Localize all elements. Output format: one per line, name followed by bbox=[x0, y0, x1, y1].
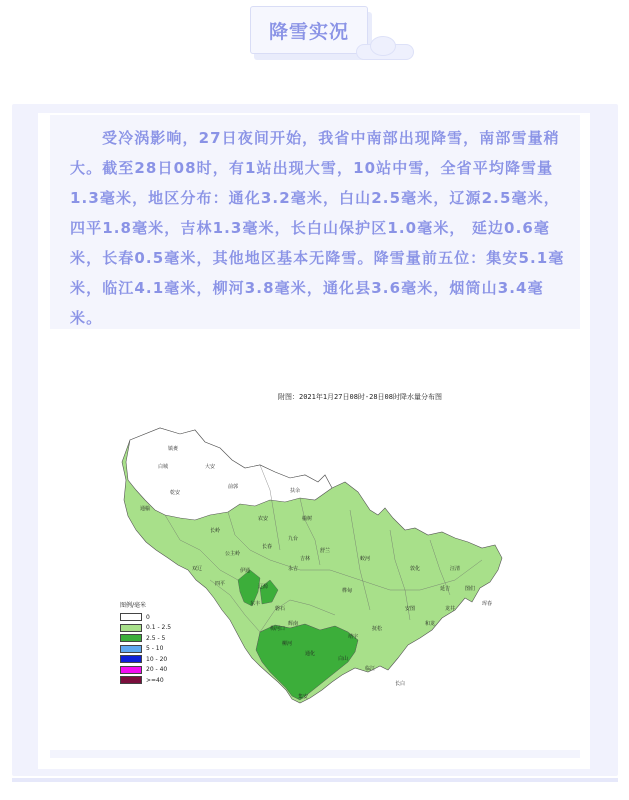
place-label: 舒兰 bbox=[320, 548, 331, 554]
place-label: 和龙 bbox=[425, 621, 436, 627]
legend-item: 0 bbox=[120, 612, 171, 623]
place-label: 公主岭 bbox=[225, 551, 241, 557]
place-label: 通化 bbox=[305, 651, 316, 657]
place-label: 长白 bbox=[395, 681, 406, 687]
frame-bottom-bar bbox=[12, 778, 618, 782]
place-label: 吉林 bbox=[300, 556, 311, 562]
place-label: 永吉 bbox=[288, 566, 299, 572]
place-label: 靖宇 bbox=[348, 634, 359, 640]
place-label: 辽源 bbox=[258, 584, 269, 590]
place-label: 临江 bbox=[365, 666, 376, 672]
section-header bbox=[250, 6, 372, 58]
place-label: 龙井 bbox=[445, 606, 456, 612]
moderate-snow-region bbox=[256, 624, 358, 700]
place-label: 柳河 bbox=[282, 641, 293, 647]
place-label: 镇赉 bbox=[168, 446, 179, 452]
map-legend bbox=[120, 600, 171, 686]
place-label: 长岭 bbox=[210, 528, 221, 534]
map-bottom-divider bbox=[50, 750, 580, 758]
cloud-icon bbox=[356, 36, 414, 60]
place-label: 伊通 bbox=[240, 568, 251, 574]
place-label: 九台 bbox=[288, 536, 299, 542]
place-label: 珲春 bbox=[482, 601, 493, 607]
legend-item: 5 - 10 bbox=[120, 644, 171, 655]
place-label: 蛟河 bbox=[360, 556, 371, 562]
legend-item: 20 - 40 bbox=[120, 665, 171, 676]
map-title: 附图：2021年1月27日08时-28日08时降水量分布图 bbox=[277, 393, 442, 401]
legend-item: 2.5 - 5 bbox=[120, 633, 171, 644]
place-label: 汪清 bbox=[450, 566, 461, 572]
place-label: 白山 bbox=[338, 656, 349, 662]
place-label: 双辽 bbox=[192, 566, 203, 572]
place-label: 扶余 bbox=[290, 488, 301, 494]
place-label: 桦甸 bbox=[342, 588, 353, 594]
title-badge bbox=[250, 6, 368, 54]
place-label: 农安 bbox=[258, 516, 269, 522]
legend-item: 0.1 - 2.5 bbox=[120, 623, 171, 634]
place-label: 抚松 bbox=[372, 626, 383, 632]
place-label: 安图 bbox=[405, 606, 416, 612]
legend-title: 图例/毫米 bbox=[120, 602, 147, 609]
place-label: 东丰 bbox=[250, 601, 261, 607]
section-title: 降雪实况 bbox=[268, 20, 349, 43]
place-label: 大安 bbox=[205, 464, 216, 470]
place-label: 长春 bbox=[262, 544, 273, 550]
report-paragraph: 受冷涡影响，27日夜间开始，我省中南部出现降雪，南部雪量稍大。截至28日08时，有1站出现大雪，10站中雪，全省平均降雪量1.3毫米，地区分布：通化3.2毫米，白山2.5毫米，辽源2.5毫米，四平1.8毫米，吉林1.3毫米，长白山保护区1.0毫米， 延边0.6毫米，长春0.5毫米，其他地区基本无降雪。降雪量前五位：集安5.1毫米，临江4.1毫米，柳河3.8毫米，通化县3.6毫米，烟筒山3.4毫米。 bbox=[70, 129, 565, 327]
place-label: 磐石 bbox=[275, 606, 286, 612]
place-label: 乾安 bbox=[170, 490, 181, 496]
place-label: 通榆 bbox=[140, 506, 151, 512]
legend-item: >=40 bbox=[120, 675, 171, 686]
report-text-box bbox=[50, 115, 580, 329]
place-label: 梅河口 bbox=[270, 626, 286, 632]
place-label: 敦化 bbox=[410, 566, 421, 572]
place-label: 四平 bbox=[215, 581, 226, 587]
place-label: 图们 bbox=[465, 586, 476, 592]
place-label: 延吉 bbox=[440, 586, 451, 592]
place-label: 集安 bbox=[298, 694, 309, 700]
place-label: 辉南 bbox=[288, 621, 299, 627]
place-label: 榆树 bbox=[302, 516, 313, 522]
place-label: 白城 bbox=[158, 464, 169, 470]
legend-item: 10 - 20 bbox=[120, 654, 171, 665]
place-label: 前郭 bbox=[228, 484, 239, 490]
